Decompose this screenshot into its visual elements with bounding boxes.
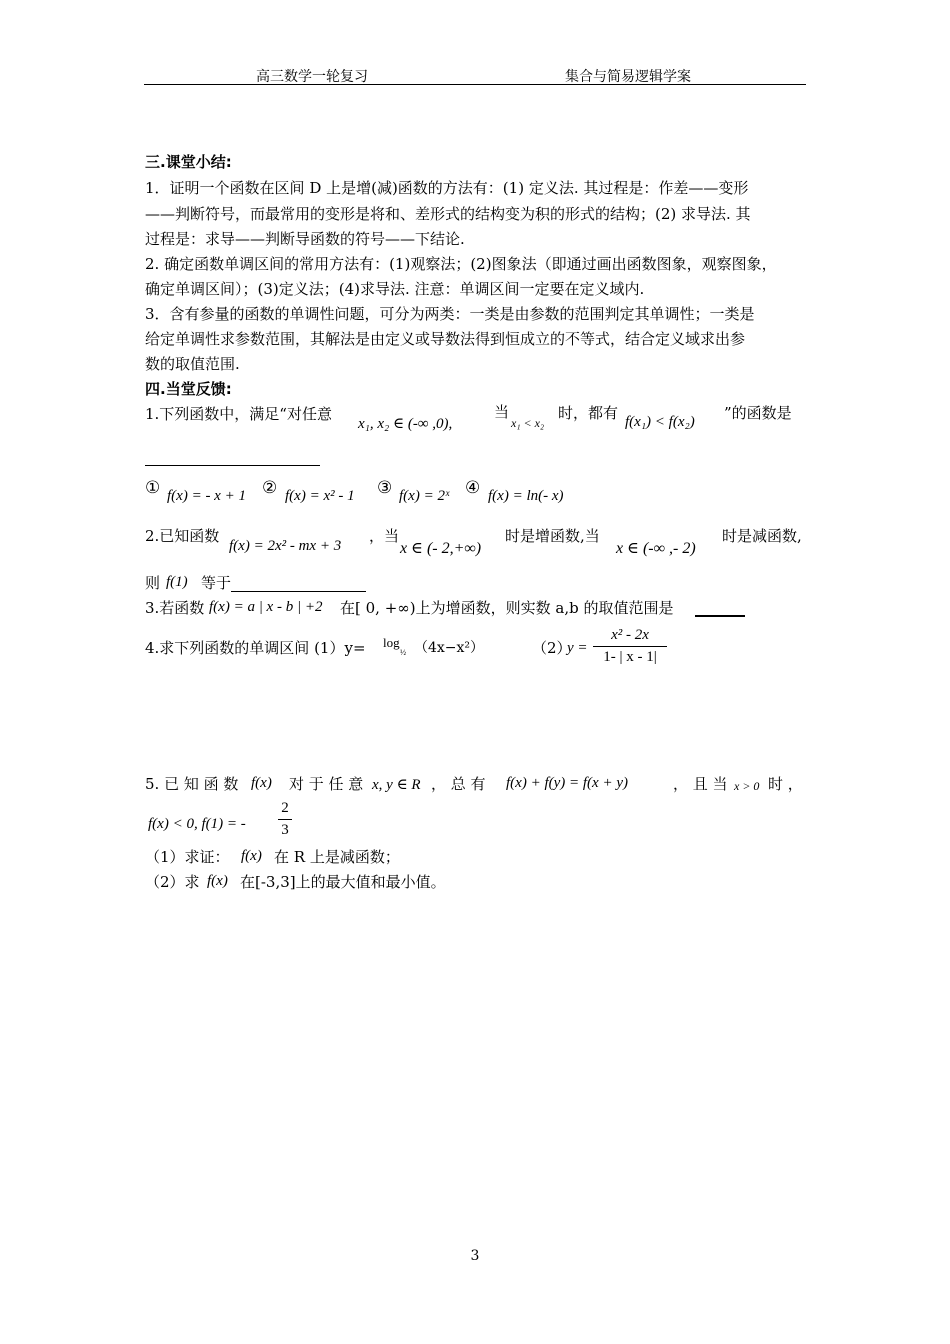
q5-sub1-fx: f(x) [241, 848, 262, 864]
header-right: 集合与简易逻辑学案 [565, 69, 691, 85]
q1-opt-mark: ④ [465, 478, 481, 498]
q1-opt-mark: ② [262, 478, 278, 498]
section3-line: ——判断符号，而最常用的变形是将和、差形式的结构变为积的形式的结构；(2) 求导法. 其 [145, 205, 751, 223]
page-number: 3 [470, 1248, 480, 1264]
q2-lead: 2.已知函数 [145, 527, 220, 545]
q4-log-arg: （4x−x²） [414, 640, 485, 656]
header-left: 高三数学一轮复习 [256, 69, 368, 85]
section3-line: 过程是：求导——判断导函数的符号——下结论. [145, 230, 465, 248]
q5-lead: 5. 已 知 函 数 [145, 775, 239, 793]
q1-cond-expr: x₁ < x₂ [511, 416, 545, 430]
q5-fraction [278, 800, 292, 839]
section3-line: 3．含有参量的函数的单调性问题，可分为两类：一类是由参数的范围判定其单调性；一类是 [145, 305, 755, 323]
q5-vars-expr: x, y ∈ R [372, 777, 421, 793]
q4-part2-label: （2） [532, 639, 572, 657]
q1-opt-mark: ① [145, 478, 161, 498]
section3-title: 三.课堂小结: [145, 153, 232, 171]
q5-cond-expr: x > 0 [734, 779, 760, 793]
q5-t3: ， 且 当 [673, 775, 728, 793]
q5-sub2-fx: f(x) [207, 873, 228, 889]
q5-sub2-lead: （2）求 [145, 873, 200, 891]
section4-title: 四.当堂反馈: [145, 380, 232, 398]
header-rule [144, 84, 806, 85]
q5-sub2-tail: 在[-3,3]上的最大值和最小值。 [240, 873, 446, 891]
q2-mid1: ，当 [369, 527, 400, 545]
q4-fraction [593, 627, 667, 666]
q1-answer-blank [145, 465, 320, 466]
q1-opt-expr: f(x) = 2ˣ [399, 488, 450, 504]
q2-interval1-expr: x ∈ (- 2,+∞) [400, 540, 482, 557]
q2-func-expr: f(x) = 2x² - mx + 3 [229, 538, 342, 554]
q5-t1: 对 于 任 意 [289, 775, 364, 793]
q5-line2-expr: f(x) < 0, f(1) = - [148, 816, 246, 832]
q2-line2-tail: 等于 [201, 574, 232, 592]
section3-line: 1．证明一个函数在区间 D 上是增(减)函数的方法有：(1) 定义法. 其过程是：作差——变形 [145, 179, 749, 197]
q1-opt-expr: f(x) = ln(- x) [488, 488, 564, 504]
q3-answer-blank [695, 615, 745, 617]
q5-fx: f(x) [251, 775, 272, 791]
q3-func-expr: f(x) = a | x - b | +2 [209, 599, 323, 615]
q4-fraction-bar [593, 646, 667, 647]
q2-answer-blank [231, 591, 366, 592]
q1-opt-mark: ③ [377, 478, 393, 498]
q1-ineq-expr: f(x₁) < f(x₂) [625, 414, 695, 430]
section3-line: 给定单调性求参数范围，其解法是由定义或导数法得到恒成立的不等式，结合定义域求出参 [145, 330, 746, 348]
section3-line: 2. 确定函数单调区间的常用方法有：(1)观察法；(2)图象法（即通过画出函数图象，观察图象， [145, 255, 777, 273]
q4-y-expr: y = [567, 640, 588, 656]
q2-tail: 时是减函数, [722, 527, 802, 545]
q4-lead: 4.求下列函数的单调区间 (1）y= [145, 639, 366, 657]
section3-line: 确定单调区间）；(3)定义法；(4)求导法. 注意：单调区间一定要在定义域内. [145, 280, 645, 298]
q1-lead: 1.下列函数中，满足“对任意 [145, 405, 332, 423]
q2-line2-expr: f(1) [166, 574, 188, 590]
q1-when: 当 [494, 403, 510, 421]
q4-fraction-denominator: 1- | x - 1| [603, 649, 657, 665]
q3-mid: 在[ 0, +∞)上为增函数，则实数 a,b 的取值范围是 [340, 599, 674, 617]
q1-then: 时，都有 [558, 404, 619, 422]
q3-lead: 3.若函数 [145, 599, 205, 617]
q5-fraction-denominator: 3 [281, 822, 289, 838]
q5-sub1-tail: 在 R 上是减函数； [274, 848, 400, 866]
q5-fraction-bar [278, 819, 292, 820]
q5-eq-expr: f(x) + f(y) = f(x + y) [506, 775, 628, 791]
q1-set-expr: x₁, x₂ ∈ (-∞ ,0), [358, 416, 453, 432]
q2-interval2-expr: x ∈ (-∞ ,- 2) [616, 540, 696, 557]
q4-log-base: ½ [400, 648, 406, 657]
q5-t4: 时 ， [768, 775, 803, 793]
section3-line: 数的取值范围. [145, 355, 240, 373]
q5-t2: ， 总 有 [431, 775, 486, 793]
q1-opt-expr: f(x) = x² - 1 [285, 488, 355, 504]
q2-mid2: 时是增函数,当 [505, 527, 600, 545]
q1-opt-expr: f(x) = - x + 1 [167, 488, 246, 504]
q4-fraction-numerator: x² - 2x [611, 627, 649, 643]
q4-log: log [383, 635, 400, 650]
q5-sub1-lead: （1）求证： [145, 848, 230, 866]
q1-tail: ”的函数是 [724, 404, 792, 422]
q2-line2-lead: 则 [145, 574, 161, 592]
q5-fraction-numerator: 2 [281, 800, 289, 816]
